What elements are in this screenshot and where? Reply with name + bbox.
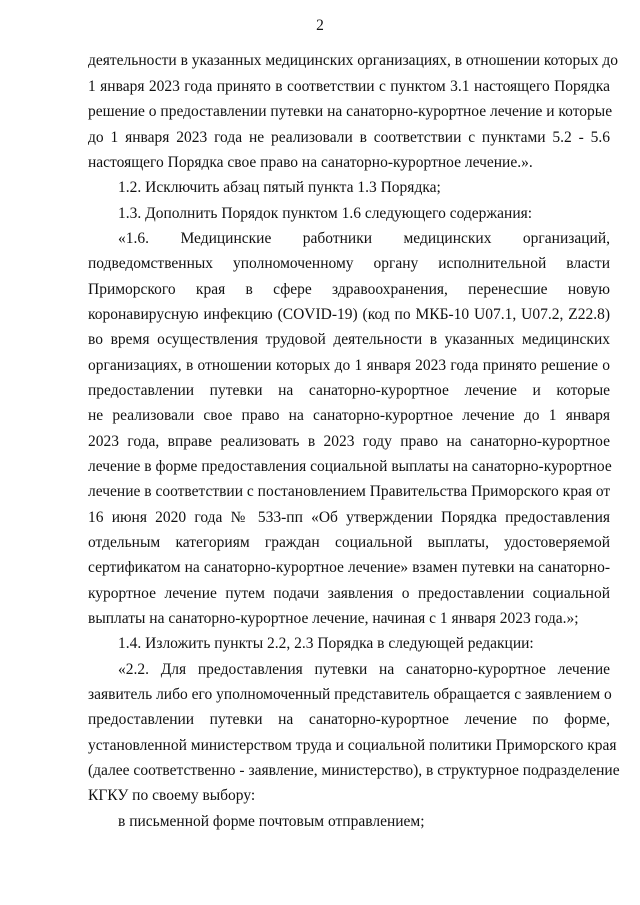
- text-line: установленной министерством труда и социальной политики Приморского края: [88, 737, 617, 754]
- text-line: 1.4. Изложить пункты 2.2, 2.3 Порядка в следующей редакции:: [118, 635, 534, 652]
- text-line: отдельным категориям граждан социальной выплаты, удостоверяемой: [88, 534, 610, 551]
- text-line: Приморского края в сфере здравоохранения, перенесшие новую: [88, 281, 610, 298]
- text-line: в письменной форме почтовым отправлением;: [118, 813, 425, 830]
- text-line: «1.6. Медицинские работники медицинских организаций,: [118, 230, 610, 247]
- text-line: сертификатом на санаторно-курортное лечение» взамен путевки на санаторно-: [88, 559, 610, 576]
- text-line: заявитель либо его уполномоченный представитель обращается с заявлением о: [88, 686, 612, 703]
- text-line: 1.2. Исключить абзац пятый пункта 1.3 Порядка;: [118, 179, 441, 196]
- text-line: КГКУ по своему выбору:: [88, 787, 256, 804]
- page-number: 2: [316, 17, 324, 34]
- text-line: решение о предоставлении путевки на санаторно-курортное лечение и которые: [88, 103, 613, 120]
- text-line: лечение в форме предоставления социальной выплаты на санаторно-курортное: [88, 458, 612, 475]
- text-line: лечение в соответствии с постановлением Правительства Приморского края от: [88, 483, 611, 500]
- text-line: предоставлении путевки на санаторно-курортное лечение и которые: [88, 382, 610, 399]
- text-line: во время осуществления трудовой деятельности в указанных медицинских: [88, 331, 610, 348]
- text-line: курортное лечение путем подачи заявления о предоставлении социальной: [88, 585, 610, 602]
- text-line: подведомственных уполномоченному органу исполнительной власти: [88, 255, 610, 272]
- text-line: не реализовали свое право на санаторно-курортное лечение до 1 января: [88, 407, 610, 424]
- text-line: предоставлении путевки на санаторно-курортное лечение по форме,: [88, 711, 610, 728]
- text-line: до 1 января 2023 года не реализовали в соответствии с пунктами 5.2 - 5.6: [88, 129, 610, 146]
- text-line: 2023 года, вправе реализовать в 2023 году право на санаторно-курортное: [88, 433, 610, 450]
- text-line: 1 января 2023 года принято в соответствии с пунктом 3.1 настоящего Порядка: [88, 78, 610, 95]
- text-line: 1.3. Дополнить Порядок пунктом 1.6 следующего содержания:: [118, 205, 533, 222]
- text-line: коронавирусную инфекцию (COVID-19) (код по МКБ-10 U07.1, U07.2, Z22.8): [88, 306, 610, 323]
- text-line: 16 июня 2020 года № 533-пп «Об утверждении Порядка предоставления: [88, 509, 610, 526]
- text-line: деятельности в указанных медицинских организациях, в отношении которых до: [88, 52, 618, 69]
- text-line: выплаты на санаторно-курортное лечение, начиная с 1 января 2023 года.»;: [88, 610, 579, 627]
- text-line: «2.2. Для предоставления путевки на санаторно-курортное лечение: [118, 661, 610, 678]
- text-line: (далее соответственно - заявление, министерство), в структурное подразделение: [88, 762, 620, 779]
- text-line: организациях, в отношении которых до 1 января 2023 года принято решение о: [88, 357, 610, 374]
- text-line: настоящего Порядка свое право на санаторно-курортное лечение.».: [88, 154, 533, 171]
